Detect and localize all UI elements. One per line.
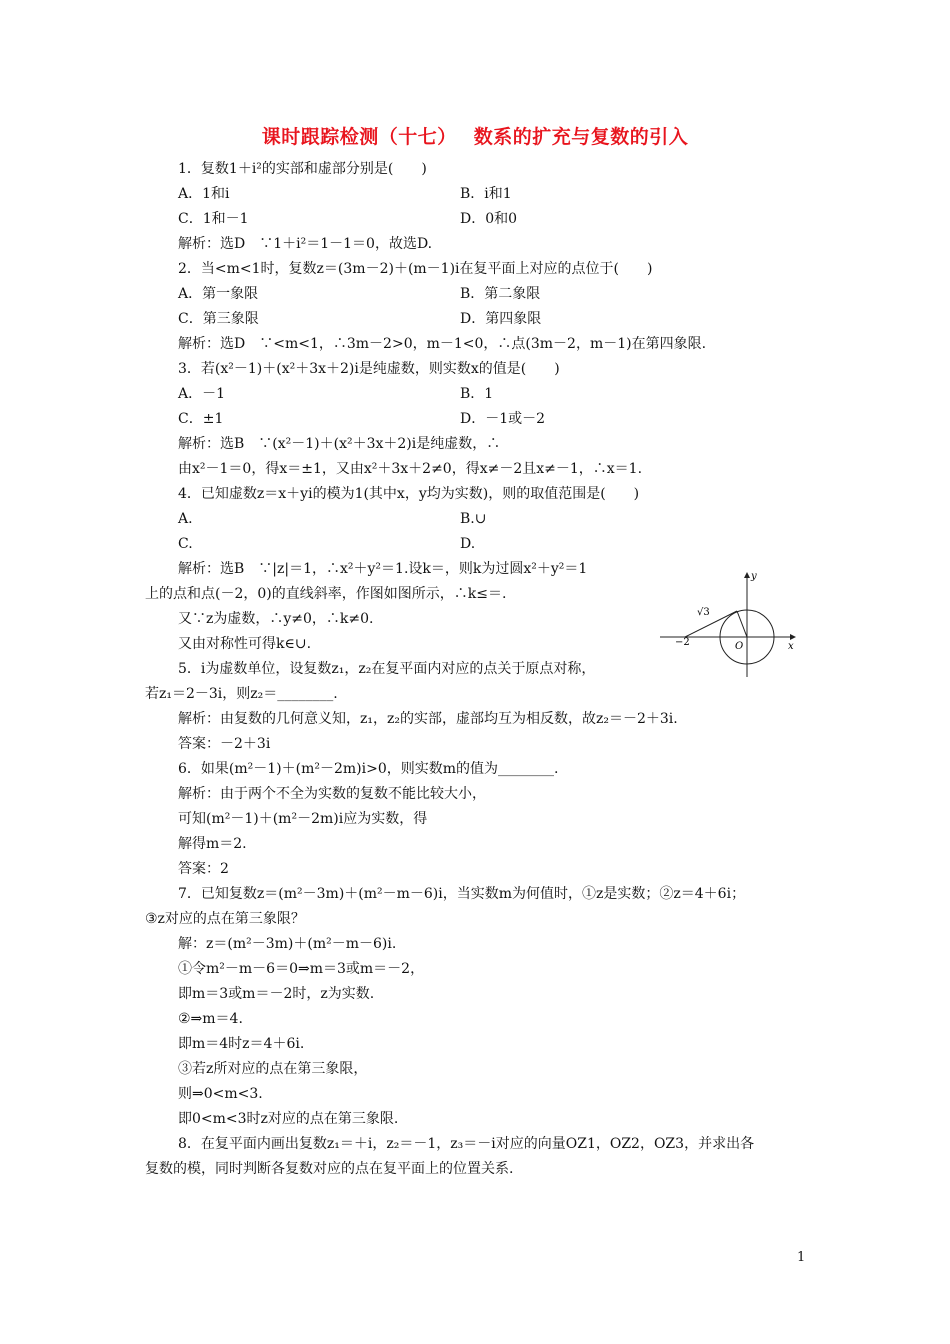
page-title: 课时跟踪检测（十七） 数系的扩充与复数的引入: [261, 126, 689, 148]
text-line-q7s8: 即0<m<3时z对应的点在第三象限.: [178, 1111, 399, 1127]
unit-circle-figure: [655, 565, 805, 680]
text-line-q1s: 解析：选D ∵1＋i²＝1－1＝0，故选D.: [178, 236, 433, 252]
text-line-q1: 1．复数1＋i²的实部和虚部分别是( ): [178, 161, 427, 177]
text-line-q6s3: 解得m＝2.: [178, 836, 247, 852]
text-line-q3c: C．±1: [178, 411, 224, 427]
text-line-q3: 3．若(x²－1)＋(x²＋3x＋2)i是纯虚数，则实数x的值是( ): [178, 361, 560, 377]
y-label: y: [751, 571, 757, 582]
neg-two-label: −2: [675, 637, 690, 648]
text-line-q5s: 解析：由复数的几何意义知，z₁，z₂的实部，虚部均互为相反数，故z₂＝－2＋3i.: [178, 711, 678, 727]
text-line-q7: 7．已知复数z＝(m²－3m)＋(m²－m－6)i，当实数m为何值时，①z是实数；②z＝4＋6i；: [178, 886, 746, 902]
text-line-q4: 4．已知虚数z＝x＋yi的模为1(其中x，y均为实数)，则的取值范围是( ): [178, 486, 640, 502]
radius-line: [737, 611, 747, 637]
text-line-q3s2: 由x²－1＝0，得x＝±1，又由x²＋3x＋2≠0，得x≠－2且x≠－1，∴x＝1.: [178, 461, 643, 477]
text-line-q7s: 解：z＝(m²－3m)＋(m²－m－6)i.: [178, 936, 397, 952]
text-line-q8b: 复数的模，同时判断各复数对应的点在复平面上的位置关系.: [145, 1161, 514, 1177]
tangent-line: [685, 611, 737, 637]
text-line-q2c: C．第三象限: [178, 311, 259, 327]
text-line-q4s: 解析：选B ∵|z|＝1，∴x²＋y²＝1.设k＝，则k为过圆x²＋y²＝1: [178, 561, 588, 577]
text-line-q7s6: ③若z所对应的点在第三象限，: [178, 1061, 368, 1077]
text-line-q4s2: 上的点和点(－2，0)的直线斜率，作图如图所示，∴k≤＝.: [145, 586, 507, 602]
text-line-q3a: A．－1: [178, 386, 226, 402]
text-line-q3d: D．－1或－2: [460, 411, 546, 427]
text-line-q7s2: ①令m²－m－6＝0⇒m＝3或m＝－2，: [178, 961, 425, 977]
text-line-q4b: B.∪: [460, 511, 487, 527]
text-line-q7s7: 则⇒0<m<3.: [178, 1086, 263, 1102]
text-line-q2s: 解析：选D ∵<m<1，∴3m－2>0，m－1<0，∴点(3m－2，m－1)在第四象限.: [178, 336, 707, 352]
text-line-q4s4: 又由对称性可得k∈∪.: [178, 636, 312, 652]
text-line-q6s2: 可知(m²－1)＋(m²－2m)i应为实数，得: [178, 811, 428, 827]
text-line-q4a: A.: [178, 511, 193, 527]
text-line-q8: 8．在复平面内画出复数z₁＝＋i，z₂＝－1，z₃＝－i对应的向量OZ1，OZ2，OZ3，并求出各: [178, 1136, 755, 1152]
text-line-q4d: D.: [460, 536, 476, 552]
text-line-q2b: B．第二象限: [460, 286, 541, 302]
text-line-q6a: 答案：2: [178, 861, 229, 877]
text-line-q2: 2．当<m<1时，复数z＝(3m－2)＋(m－1)i在复平面上对应的点位于( ): [178, 261, 653, 277]
text-line-q1c: C．1和－1: [178, 211, 249, 227]
origin-label: O: [735, 641, 744, 652]
text-line-q1b: B．i和1: [460, 186, 512, 202]
text-line-q2a: A．第一象限: [178, 286, 259, 302]
text-line-q7b: ③z对应的点在第三象限？: [145, 911, 305, 927]
text-line-q5a: 答案：－2＋3i: [178, 736, 271, 752]
text-line-q1a: A．1和i: [178, 186, 230, 202]
text-line-q6s: 解析：由于两个不全为实数的复数不能比较大小，: [178, 786, 486, 802]
text-line-q3s: 解析：选B ∵(x²－1)＋(x²＋3x＋2)i是纯虚数，∴: [178, 436, 501, 452]
x-label: x: [788, 641, 794, 652]
text-line-q1d: D．0和0: [460, 211, 518, 227]
text-line-q4c: C.: [178, 536, 193, 552]
text-line-q7s3: 即m＝3或m＝－2时，z为实数.: [178, 986, 375, 1002]
sqrt3-label: √3: [697, 607, 710, 618]
page-number: 1: [797, 1250, 806, 1265]
text-line-q6: 6．如果(m²－1)＋(m²－2m)i>0，则实数m的值为________.: [178, 761, 559, 777]
text-line-q5b: 若z₁＝2－3i，则z₂＝________.: [145, 686, 338, 702]
text-line-q7s5: 即m＝4时z＝4＋6i.: [178, 1036, 305, 1052]
text-line-q5: 5．i为虚数单位，设复数z₁，z₂在复平面内对应的点关于原点对称，: [178, 661, 596, 677]
text-line-q2d: D．第四象限: [460, 311, 542, 327]
text-line-q4s3: 又∵z为虚数，∴y≠0，∴k≠0.: [178, 611, 374, 627]
text-line-q3b: B．1: [460, 386, 494, 402]
text-line-q7s4: ②⇒m＝4.: [178, 1011, 243, 1027]
